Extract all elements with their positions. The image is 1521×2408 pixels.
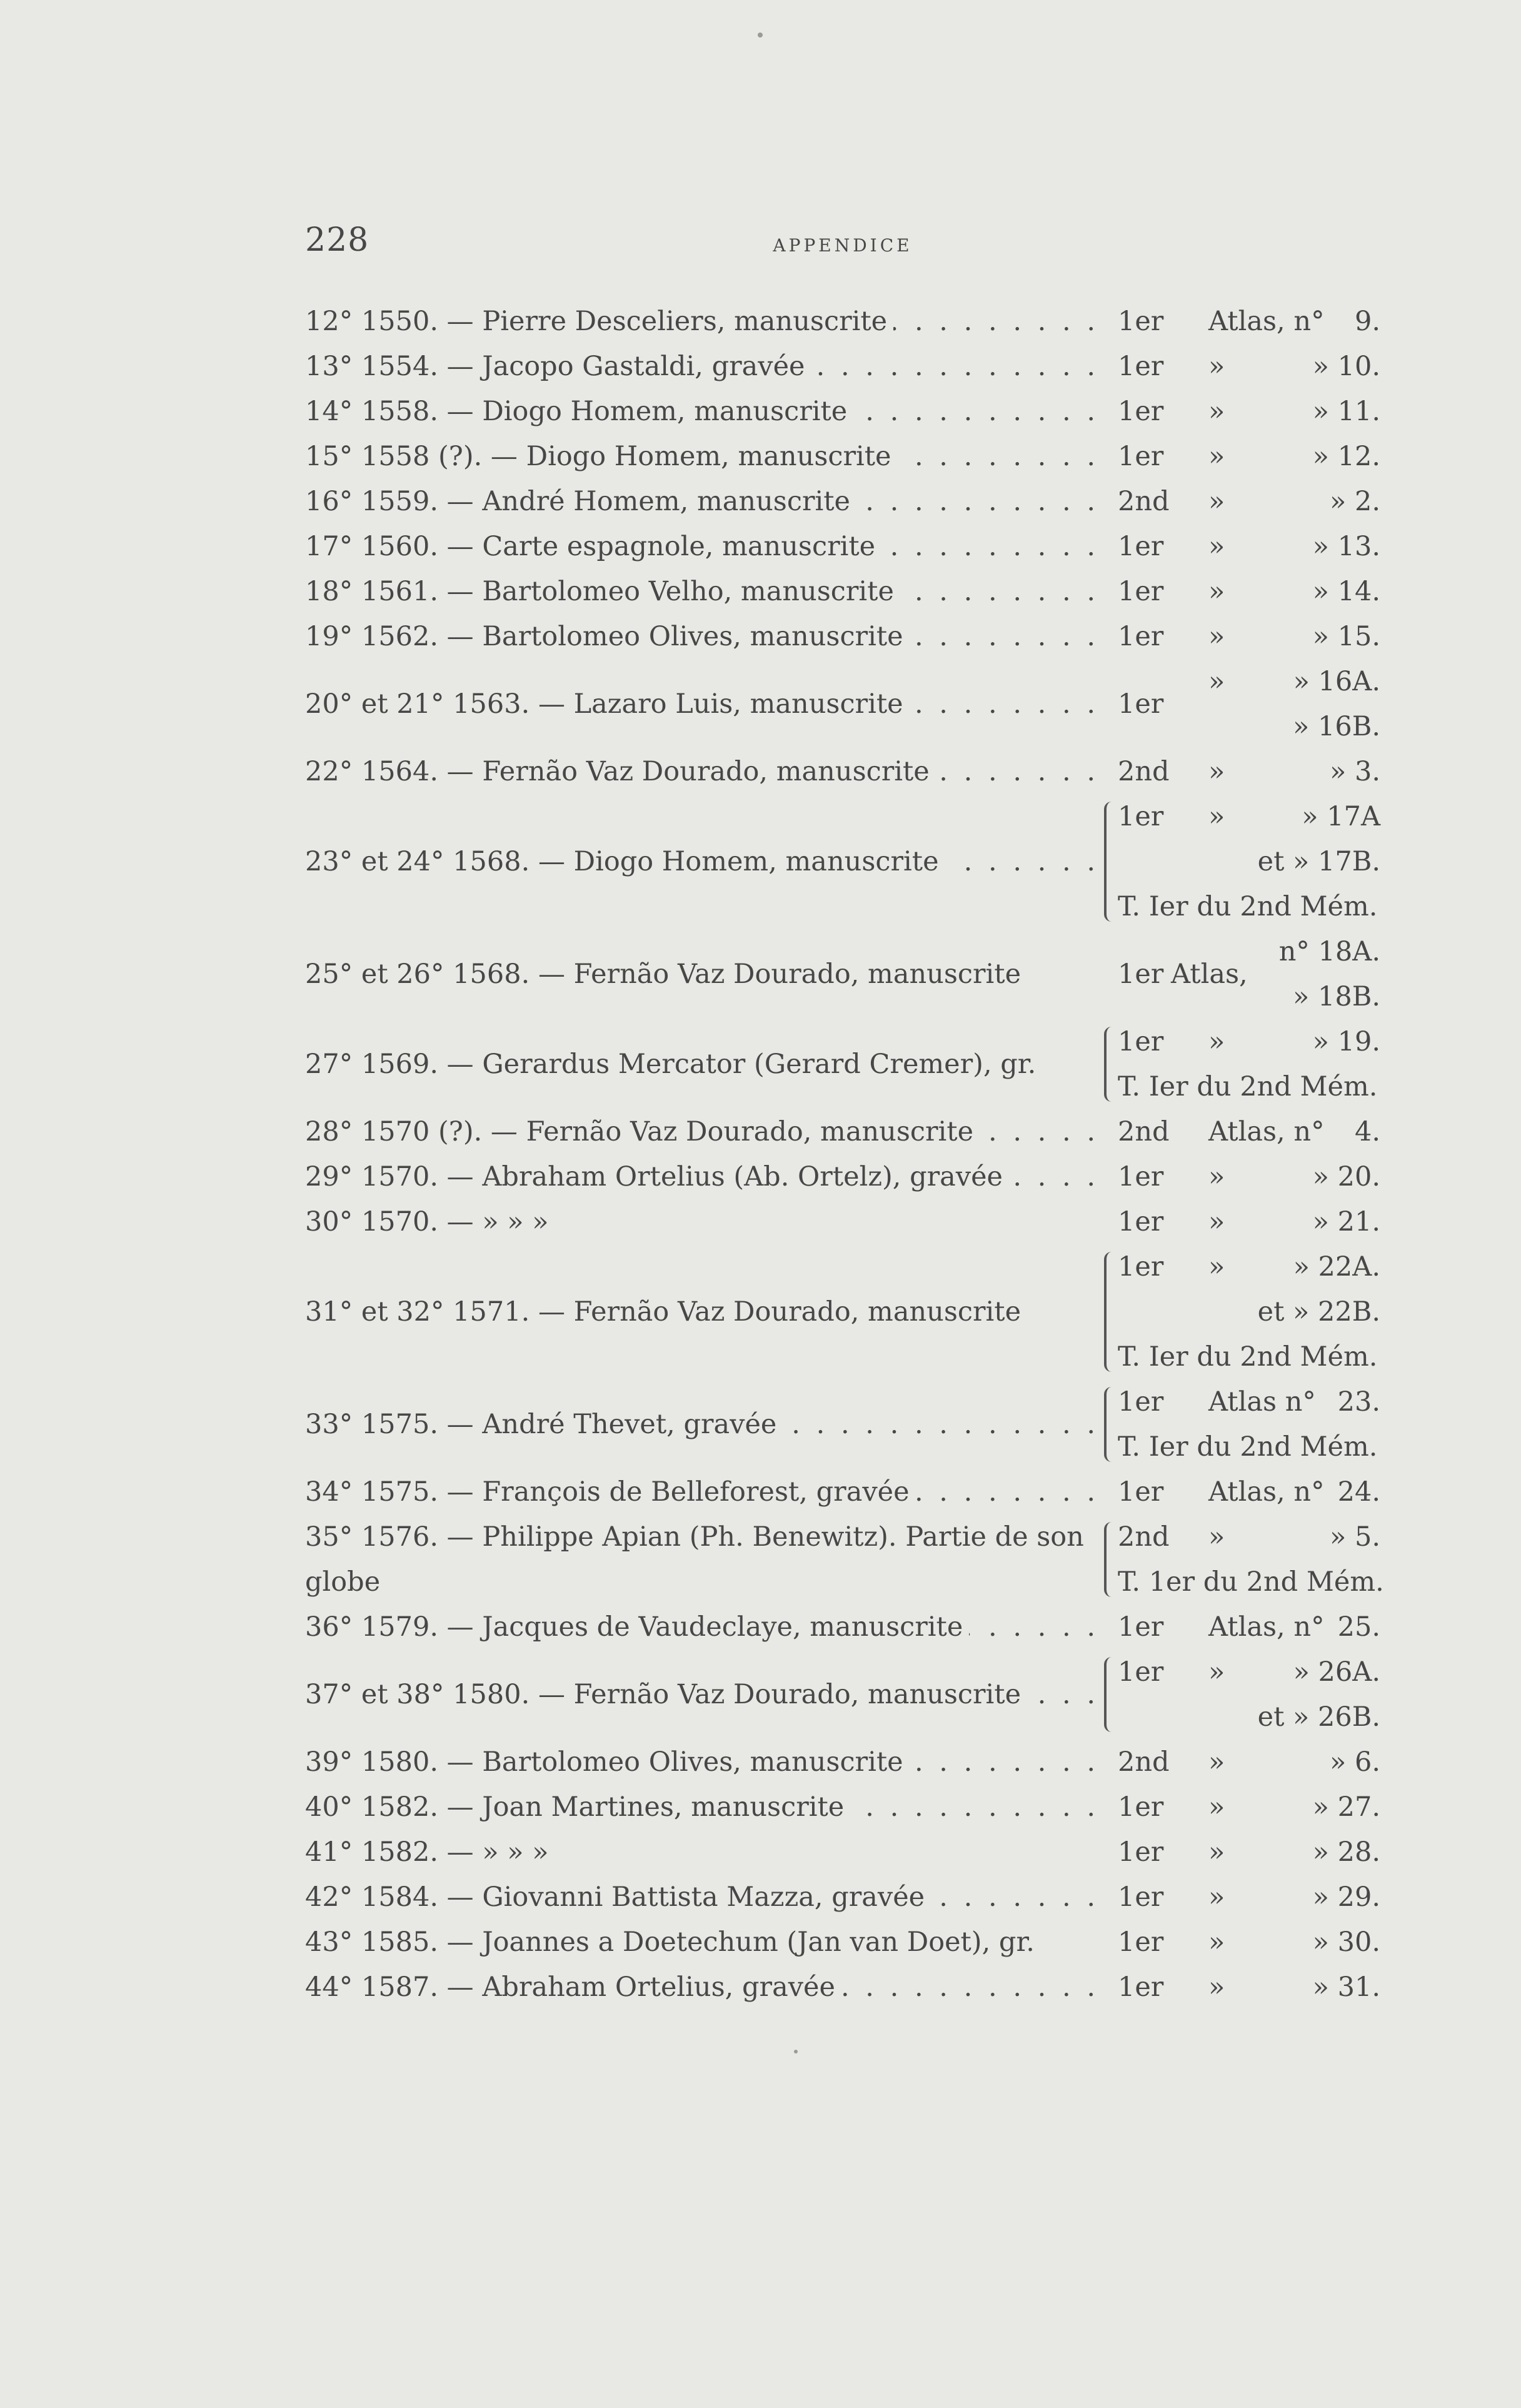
brace — [1104, 1387, 1113, 1462]
entry-refs: 2nd » » 2. — [1118, 486, 1380, 517]
entry — [305, 1379, 1380, 1469]
entry-refs: 1er » » 21. — [1118, 1206, 1380, 1237]
entry-refs: 1er » » 15. — [1118, 621, 1380, 652]
page-number: 228 — [305, 221, 369, 259]
entry-refs: 2nd Atlas, n° 4. — [1118, 1116, 1380, 1147]
entry-text: 14° 1558. — Diogo Homem, manuscrite . . . — [305, 389, 1099, 434]
entries-list — [305, 299, 1384, 2010]
entry-refs: 1er » » 26A. et » 26B. — [1118, 1650, 1380, 1740]
running-head: APPENDICE — [773, 235, 913, 256]
entry-text: 15° 1558 (?). — Diogo Homem, manuscrite . . . — [305, 434, 1099, 479]
entry-text: 13° 1554. — Jacopo Gastaldi, gravée . . . — [305, 344, 1099, 389]
entry-text: 31° et 32° 1571. — Fernão Vaz Dourado, manuscrite — [305, 1289, 1099, 1334]
entry — [305, 1199, 1380, 1244]
entry-text: 22° 1564. — Fernão Vaz Dourado, manuscrite . . . — [305, 749, 1099, 794]
entry-refs: » » 16A. » 16B. 1er — [1118, 666, 1380, 742]
entry — [305, 1965, 1380, 2010]
entry — [305, 1875, 1380, 1920]
entry-refs: 1er » » 17A et » 17B. T. Ier du 2nd Mém. — [1118, 794, 1380, 929]
entry — [305, 1920, 1380, 1965]
entry — [305, 1514, 1384, 1604]
entry-text: 34° 1575. — François de Belleforest, gravée . . . — [305, 1469, 1099, 1514]
entry-text: 42° 1584. — Giovanni Battista Mazza, gravée . . . — [305, 1875, 1099, 1920]
entry — [305, 659, 1380, 749]
entry — [305, 434, 1380, 479]
entry-refs: 2nd » » 3. — [1118, 756, 1380, 787]
entry-text: 20° et 21° 1563. — Lazaro Luis, manuscrite . . . — [305, 682, 1099, 727]
entry — [305, 1785, 1380, 1830]
entry-refs: 1er » » 12. — [1118, 441, 1380, 472]
entry — [305, 794, 1380, 929]
entry-text: 25° et 26° 1568. — Fernão Vaz Dourado, manuscrite — [305, 952, 1099, 997]
entry-text: 16° 1559. — André Homem, manuscrite . . . — [305, 479, 1099, 524]
entry-refs: 1er » » 29. — [1118, 1882, 1380, 1913]
entry-refs: 1er » » 14. — [1118, 576, 1380, 607]
entry-text: 27° 1569. — Gerardus Mercator (Gerard Cremer), gr. — [305, 1042, 1099, 1087]
entry — [305, 1830, 1380, 1875]
entry-text: 40° 1582. — Joan Martines, manuscrite . . . — [305, 1785, 1099, 1830]
entry-text: 17° 1560. — Carte espagnole, manuscrite . . . — [305, 524, 1099, 569]
entry-text: 43° 1585. — Joannes a Doetechum (Jan van Doet), gr. — [305, 1920, 1099, 1965]
entry — [305, 479, 1380, 524]
entry-refs: 1er Atlas, n° 9. — [1118, 306, 1380, 337]
entry — [305, 344, 1380, 389]
page-header — [305, 221, 1380, 271]
entry-refs: n° 18A. » 18B. 1er Atlas, — [1118, 936, 1380, 1012]
entry — [305, 1740, 1380, 1785]
entry — [305, 1154, 1380, 1199]
entry-text: 29° 1570. — Abraham Ortelius (Ab. Ortelz), gravée . . . — [305, 1154, 1099, 1199]
entry-text: 36° 1579. — Jacques de Vaudeclaye, manuscrite . . . — [305, 1604, 1099, 1650]
entry-refs: 1er » » 11. — [1118, 396, 1380, 427]
entry-refs: 1er » » 10. — [1118, 351, 1380, 382]
entry-refs: 1er » » 19. T. Ier du 2nd Mém. — [1118, 1019, 1380, 1109]
entry-refs: 2nd » » 6. — [1118, 1746, 1380, 1778]
entry-refs: 1er Atlas, n° 25. — [1118, 1611, 1380, 1643]
entry — [305, 1244, 1380, 1379]
entry — [305, 299, 1380, 344]
entry-text: 41° 1582. — » » » — [305, 1830, 1099, 1875]
entry-text: 35° 1576. — Philippe Apian (Ph. Benewitz). Partie de son globe — [305, 1521, 1084, 1598]
entry-text: 30° 1570. — » » » — [305, 1199, 1099, 1244]
top-dot — [758, 33, 763, 38]
entry — [305, 1469, 1380, 1514]
brace — [1104, 1252, 1113, 1372]
entry-refs: 2nd » » 5. T. 1er du 2nd Mém. — [1118, 1514, 1380, 1604]
entry-refs: 1er » » 20. — [1118, 1161, 1380, 1192]
entry-text: 37° et 38° 1580. — Fernão Vaz Dourado, manuscrite . . . — [305, 1672, 1099, 1717]
entry-refs: 1er » » 30. — [1118, 1927, 1380, 1958]
brace — [1104, 1522, 1113, 1597]
entry — [305, 569, 1380, 614]
entry-refs: 1er » » 31. — [1118, 1972, 1380, 2003]
entry — [305, 929, 1380, 1019]
entry-text: 44° 1587. — Abraham Ortelius, gravée . . . — [305, 1965, 1099, 2010]
entry-refs: 1er » » 13. — [1118, 531, 1380, 562]
entry-refs: 1er » » 27. — [1118, 1791, 1380, 1823]
brace — [1104, 1657, 1113, 1732]
brace — [1104, 1027, 1113, 1102]
entry — [305, 749, 1380, 794]
entry — [305, 1109, 1380, 1154]
entry — [305, 524, 1380, 569]
entry-text: 33° 1575. — André Thevet, gravée . . . — [305, 1402, 1099, 1447]
entry — [305, 614, 1380, 659]
entry-text: 12° 1550. — Pierre Desceliers, manuscrite . . . — [305, 299, 1099, 344]
bottom-dot — [794, 2050, 798, 2053]
entry-text: 23° et 24° 1568. — Diogo Homem, manuscrite . . . — [305, 839, 1099, 884]
entry-text: 19° 1562. — Bartolomeo Olives, manuscrite . . . — [305, 614, 1099, 659]
entry — [305, 1019, 1380, 1109]
entry-text: 28° 1570 (?). — Fernão Vaz Dourado, manuscrite . . . — [305, 1109, 1099, 1154]
entry-refs: 1er Atlas n° 23. T. Ier du 2nd Mém. — [1118, 1379, 1380, 1469]
brace — [1104, 802, 1113, 922]
entry-refs: 1er » » 28. — [1118, 1836, 1380, 1868]
entry — [305, 1650, 1380, 1740]
entry-refs: 1er » » 22A. et » 22B. T. Ier du 2nd Mém. — [1118, 1244, 1380, 1379]
entry-text: 39° 1580. — Bartolomeo Olives, manuscrite . . . — [305, 1740, 1099, 1785]
entry-refs: 1er Atlas, n° 24. — [1118, 1476, 1380, 1508]
entry — [305, 389, 1380, 434]
entry — [305, 1604, 1380, 1650]
entry-text: 18° 1561. — Bartolomeo Velho, manuscrite . . . — [305, 569, 1099, 614]
